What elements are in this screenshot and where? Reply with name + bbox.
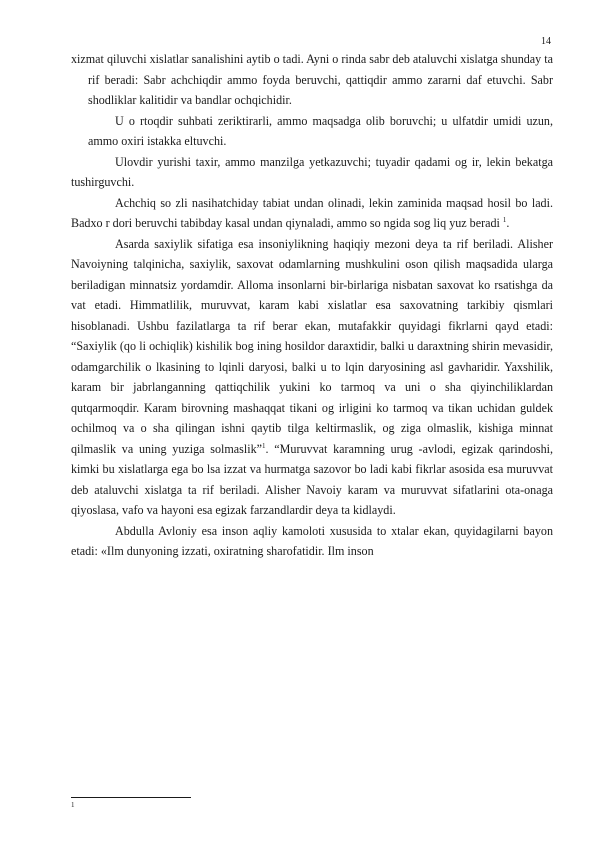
paragraph: xizmat qiluvchi xislatlar sanalishini aytib o tadi. Ayni o rinda sabr deb ataluvchi xislatga shunday ta rif beradi: Sabr achchiqdir ammo foyda beruvchi, qattiqdir ammo zararni daf etuvchi. Sabr shodliklar kalitidir va bandlar ochqichidir. (71, 52, 553, 107)
paragraph: Asarda saxiylik sifatiga esa insoniylikning haqiqiy mezoni deya ta rif beriladi. Alisher Navoiyning talqinicha, saxiylik, saxovat odamlarning mushkulini oson qilish maqsadida ularga beriladigan minnatsiz yordamdir. Alloma insonlarni bir-birlariga nisbatan saxovat ko rsatishga da vat etadi. Himmatlilik, muruvvat, karam kabi xislatlar esa saxovatning tarkibiy qismlari hisoblanadi. Ushbu fazilatlarga ta rif berar ekan, mutafakkir quyidagi fikrlarni qayd etadi: “Saxiylik (qo li ochiqlik) kishilik bog ining hosildor daraxtidir, balki u daraxtning shirin mevasidir, odamgarchilik o lkasining to lqinli daryosi, balki u to lqin daryosining asl gavharidir. Yaxshilik, karam bir jabrlanganning qattiqchilik yukini ko tarmoq va uni o sha qiyinchiliklardan qutqarmoqdir. Karam birovning mashaqqat tikani og irligini ko tarmoq va tikan uchidan guldek ochilmoq va o sha qilingan ishni qaytib tilga keltirmaslik, og ziga olmaslik, kishiga minnat qilmaslik va uning yuziga solmaslik”$^1$. “Muruvvat karamning urug -avlodi, egizak qarindoshi, kimki bu xislatlarga ega bo lsa izzat va hurmatga sazovor bo ladi kabi fikrlar asosida esa muruvvat deb ataluvchi xislatga ta rif beriladi. Alisher Navoiy karam va muruvvat sifatlarini ota-onaga qiyoslasa, vafo va hayoni esa egizak farzandlardir deya ta kidlaydi. (71, 236, 553, 517)
footnote-ref: 1 (502, 216, 507, 224)
footnote-separator (71, 797, 191, 798)
paragraph: Abdulla Avloniy esa inson aqliy kamoloti xususida to xtalar ekan, quyidagilarni bayon etadi: «Ilm dunyoning izzati, oxiratning sharofatidir. Ilm inson (71, 523, 553, 558)
paragraph: U o rtoqdir suhbati zeriktirarli, ammo maqsadga olib boruvchi; u ulfatdir umidi uzun, ammo oxiri istakka eltuvchi. (88, 113, 553, 148)
footnote-ref: 1 (262, 441, 266, 450)
body-text (71, 49, 553, 562)
paragraph: Ulovdir yurishi taxir, ammo manzilga yetkazuvchi; tuyadir qadami og ir, lekin bekatga tushirguvchi. (71, 154, 553, 189)
page-number: 14 (541, 36, 551, 47)
paragraph: Achchiq so zli nasihatchiday tabiat undan olinadi, lekin zaminida maqsad hosil bo ladi. Badxo r dori beruvchi tabibday kasal undan qiynaladi, ammo so ngida sog liq yuz beradi $^1$. (71, 195, 553, 230)
footnote-marker: 1 (71, 801, 75, 809)
